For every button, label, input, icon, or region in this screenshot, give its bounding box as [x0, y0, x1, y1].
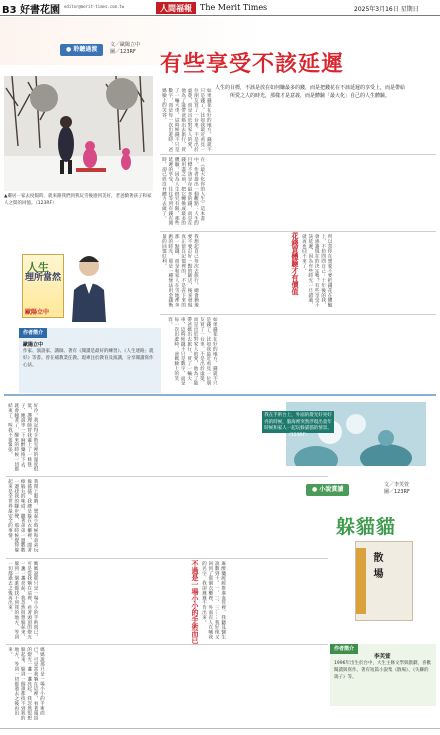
headline-2: 躲貓貓 — [336, 516, 397, 538]
body-column-4 — [166, 317, 436, 389]
bullet-icon: ● — [66, 46, 74, 53]
author-photo — [66, 250, 112, 322]
author-bio-2: 1996年出生於台中，大生主修文學與戲劇，喜歡閱讀與寫作。著有短篇小說集《散場》、《失聯的鴿子》等。 — [334, 661, 431, 680]
header-email: editor@merit-times.com.tw — [64, 4, 125, 9]
section-divider — [4, 394, 436, 396]
footer-rule — [0, 728, 440, 729]
column-rule — [6, 476, 328, 477]
column-rule — [160, 154, 436, 155]
newspaper-logo-en: The Merit Times — [200, 3, 268, 12]
book-cover — [22, 254, 64, 318]
book-spine-band — [356, 548, 366, 614]
book-author: 歐陽立中 — [25, 309, 50, 316]
body-column-5 — [6, 403, 256, 473]
body-text: 媽媽說那只是一場小小的手術而已。可是當我躺在這裡，看著頭頂的燈光一盞一盞亮起，我忽然很想躲起來，躲到一個誰都找不到我的地方，等到一切都過去之後再出來。 — [7, 561, 39, 640]
author-bio: 作家、演說家、講師。著有《閱讀是最好的練習》、《人生迷路」就好》等書。曾在補教業任教。現專注於教育及演講，分享閱讀寫作心法。 — [23, 349, 154, 368]
column-tag-label: 小說賞讀 — [319, 486, 344, 493]
column-rule — [6, 644, 328, 645]
book-cover-2 — [355, 541, 413, 621]
lead-paragraph: 人生的目標，不該是放在如何賺最多的錢，而是把錢花在不該延遲的享受上，而是帶給所愛之人的時光，那樣才是意義，而是體驗「最大化」自己的人生體驗。 — [215, 85, 406, 99]
book-title-line1: 人生 — [27, 261, 49, 274]
body-column-3 — [160, 234, 286, 312]
body-text: 媽媽說那只是一場小小的手術而已。可是當我躺在這裡，看著頭頂的燈光一盞一盞亮起，我忽然很想躲起來，躲到一個誰都找不到我的地方，等到一切都過去之後再出來。 — [7, 647, 45, 721]
author-name: 歐陽立中 — [23, 342, 44, 348]
body-text: 如果錢花在好的地方，錢就不只是錢了。比如我最近看見一位朋友買了一台車，不是出於虛榮，而是出於對家人的愛，他為了能帶爸媽出去旅行，買了一輛大車，這時候錢不只是數字，而是每一次出遊時，爸媽臉上的笑容。 — [161, 88, 212, 152]
body-text: 在《最大化你的人生》這本書中，作者提出一個觀點：人生的目標不該是存最多的錢，而是在錢用盡之前，把它轉換成最多的體驗。因為人生終究有限，那些延遲的享受，往往等到有錢有閒時，卻已經沒有體力去做了。 — [161, 157, 205, 226]
section-title: B3 好書花園 — [2, 5, 61, 16]
bullet-icon: ● — [312, 486, 320, 493]
column-tag-label: 聆聽過渡 — [73, 46, 98, 53]
body-text: 麻醉藥緩緩推進血管裡，我聽見醫生說數到十。一、二、三……我好像又回到了那個衣櫃裡，外面有人在喊我的名字，我卻遲遲不肯出來。 — [201, 561, 226, 640]
subheading-2: 不過是一場小小的手術而已 — [191, 560, 199, 644]
body-column-3b — [300, 234, 436, 312]
book-title-line2: 理所當然 — [25, 273, 62, 283]
author-name-2: 李芙萱 — [374, 654, 391, 660]
body-text: 我閉上眼睛，想起小時候和弟弟玩躲貓貓。我總是躲在衣櫃裡，聞著樟腦丸的味道，聽著弟弟一邊數數一邊找我的腳步聲，那時候覺得躲起來是全世界最安全的事情。 — [7, 479, 39, 553]
author-tag-2: 作者簡介 — [330, 644, 358, 654]
snow-scene-image — [4, 76, 153, 191]
byline-2: 文／李芙萱 圖／123RF — [384, 482, 410, 495]
page-header — [0, 0, 440, 16]
body-column-7b — [200, 561, 328, 641]
body-text: 我想起自己每次去旅行，總會猶豫要不要訂好一點的飯店，後來發現真正留在記憶裡的，不是省下來的那一點錢，而是和家人在雪地裡奔跑的時光，那是一種無法用金錢衡量的回憶紅利。 — [161, 234, 199, 308]
body-column-8 — [6, 647, 328, 723]
headline: 有些享受不該延遲 — [160, 52, 345, 77]
newspaper-logo: 人間福報 — [156, 2, 196, 14]
book-title-2: 散場 — [371, 552, 382, 584]
author-tag: 作者簡介 — [19, 328, 47, 338]
issue-date: 2025年3月16日 星期日 — [354, 6, 419, 13]
column-tag — [60, 44, 103, 56]
column-rule — [160, 314, 436, 315]
author-box-2 — [330, 644, 436, 706]
column-rule — [6, 558, 328, 559]
body-text: 所以當你在想要不要把錢花在體驗上，不妨問問自己：十年後的我，會感謝現在的決定嗎？有些享受不該延遲，因為有些時光一旦錯過，就再也回不來了。 — [301, 234, 333, 308]
byline: 文／歐陽立中 圖／123RF — [110, 42, 141, 55]
body-text: 如果錢花在好的地方，錢就不只是錢了。比如我最近看見一位朋友買了一台車，不是出於虛榮，而是出於對家人的愛，他為了能帶爸媽出去旅行，買了一輛大車，這時候錢不只是數字，而是每一次出遊時，爸媽臉上的笑容。 — [167, 317, 218, 386]
body-column-6 — [6, 479, 328, 555]
photo-caption-2: 我在手術台上，外面的燈光好亮好亮的時候，腦海裡突然浮現出童年時候和家人一起玩躲貓貓的情景。（123RF） — [262, 411, 334, 433]
body-column-7 — [6, 561, 186, 641]
photo-caption: ▲鄰居一家去度假時，就來跟我們到我玩雪後感到美好，老爸騎著孩子和家人之間的回憶。（123RF） — [4, 194, 152, 206]
subheading: 花錢買體驗才有價值 — [291, 232, 299, 295]
author-box — [19, 328, 161, 393]
body-column-1 — [160, 88, 436, 152]
body-column-2 — [160, 157, 436, 229]
snow-photo — [4, 76, 153, 191]
body-text: 好冷。我記得手術室裡的溫度很低，護理師替我蓋上了一條毯子，她說等一下麻醉藥推下去，就會睡著了，醒來的時候一切都結束了，叫我不要緊張。 — [7, 403, 39, 472]
